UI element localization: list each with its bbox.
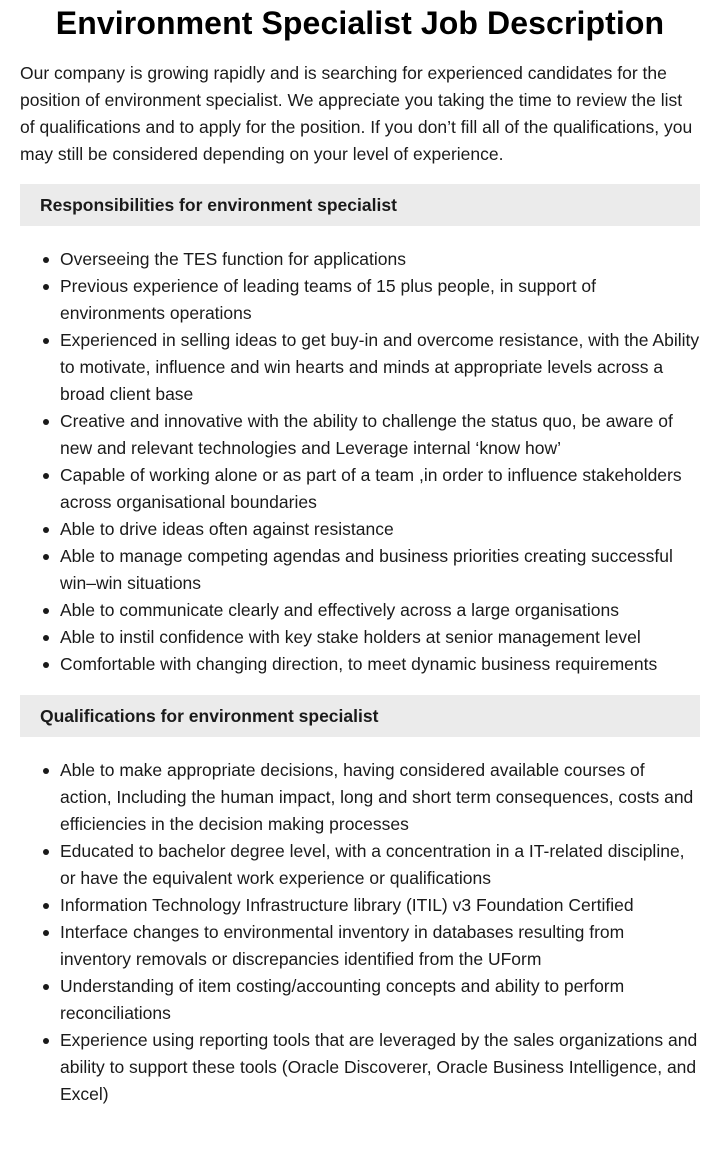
list-item: Able to instil confidence with key stake holders at senior management level bbox=[60, 624, 700, 651]
qualifications-heading: Qualifications for environment specialist bbox=[40, 705, 379, 726]
list-item: Able to communicate clearly and effectively across a large organisations bbox=[60, 597, 700, 624]
list-item: Educated to bachelor degree level, with a concentration in a IT-related discipline, or have the equivalent work experience or qualifications bbox=[60, 838, 700, 892]
list-item: Comfortable with changing direction, to meet dynamic business requirements bbox=[60, 651, 700, 678]
list-item: Experienced in selling ideas to get buy-in and overcome resistance, with the Ability to motivate, influence and win hearts and minds at appropriate levels across a broad client base bbox=[60, 327, 700, 408]
list-item: Overseeing the TES function for applications bbox=[60, 246, 700, 273]
responsibilities-heading: Responsibilities for environment specialist bbox=[40, 194, 397, 215]
list-item: Capable of working alone or as part of a team ,in order to influence stakeholders across organisational boundaries bbox=[60, 462, 700, 516]
list-item: Able to make appropriate decisions, having considered available courses of action, Including the human impact, long and short term consequences, costs and efficiencies in the decision making processes bbox=[60, 757, 700, 838]
list-item: Able to manage competing agendas and business priorities creating successful win–win situations bbox=[60, 543, 700, 597]
list-item: Creative and innovative with the ability to challenge the status quo, be aware of new and relevant technologies and Leverage internal ‘know how’ bbox=[60, 408, 700, 462]
qualifications-list bbox=[20, 757, 700, 1108]
intro-paragraph: Our company is growing rapidly and is searching for experienced candidates for the position of environment specialist. We appreciate you taking the time to review the list of qualifications and to apply for the position. If you don’t fill all of the qualifications, you may still be considered depending on your level of experience. bbox=[20, 63, 693, 164]
list-item: Interface changes to environmental inventory in databases resulting from inventory removals or discrepancies identified from the UForm bbox=[60, 919, 700, 973]
page-title: Environment Specialist Job Description bbox=[55, 5, 665, 41]
list-item: Experience using reporting tools that are leveraged by the sales organizations and ability to support these tools (Oracle Discoverer, Oracle Business Intelligence, and Excel) bbox=[60, 1027, 700, 1108]
qualifications-header bbox=[20, 695, 700, 737]
responsibilities-header bbox=[20, 184, 700, 226]
list-item: Understanding of item costing/accounting concepts and ability to perform reconciliations bbox=[60, 973, 700, 1027]
responsibilities-list bbox=[20, 246, 700, 678]
list-item: Previous experience of leading teams of 15 plus people, in support of environments operations bbox=[60, 273, 700, 327]
list-item: Information Technology Infrastructure library (ITIL) v3 Foundation Certified bbox=[60, 892, 700, 919]
list-item: Able to drive ideas often against resistance bbox=[60, 516, 700, 543]
